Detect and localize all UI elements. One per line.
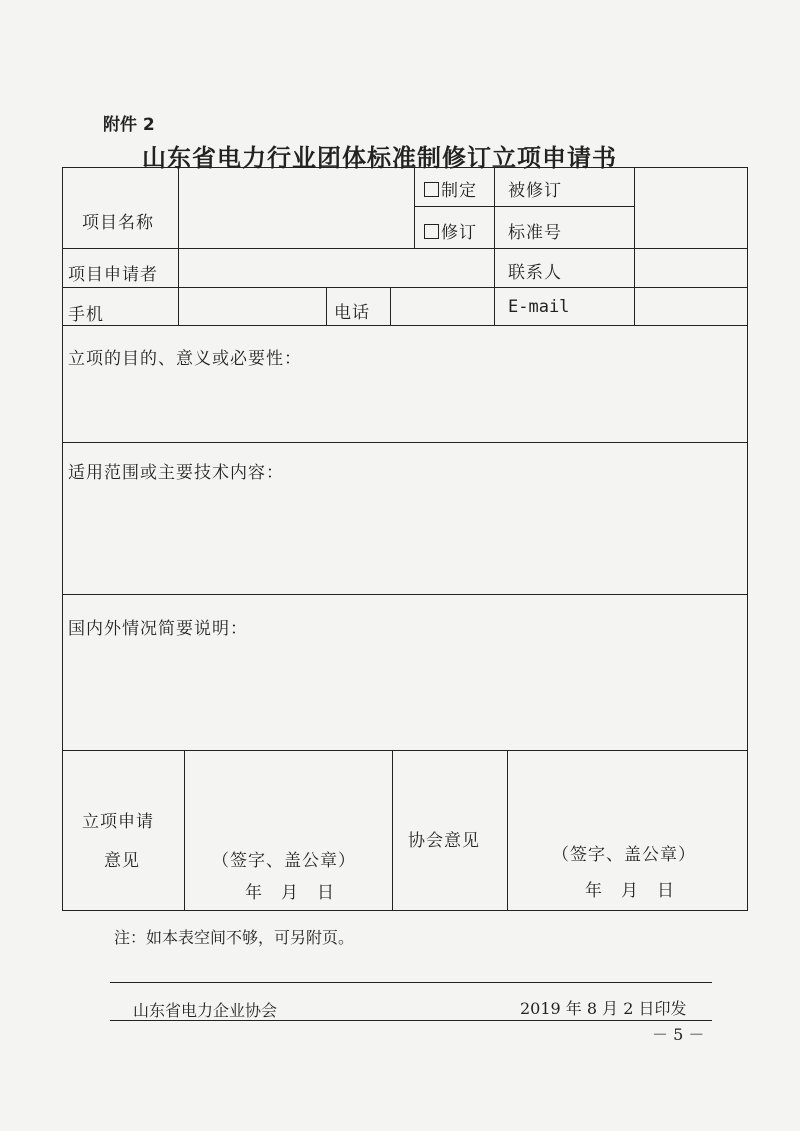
issue-date: 2019 年 8 月 2 日印发 [520,999,687,1018]
page-number: － 5 － [652,1025,705,1044]
form-line [634,167,635,325]
form-line [62,594,748,595]
association-opinion-label: 协会意见 [408,831,480,851]
domestic-foreign-status-label: 国内外情况简要说明： [68,619,248,639]
form-line [414,206,634,207]
form-line [62,750,748,751]
purpose-label: 立项的目的、意义或必要性： [68,349,302,369]
form-line [62,287,748,288]
issuing-organization: 山东省电力企业协会 [133,1001,278,1020]
date-hint: 年 月 日 [585,881,675,901]
establish-option[interactable] [424,176,477,201]
revise-option[interactable] [424,218,477,243]
form-line [62,325,748,326]
footnote: 注：如本表空间不够，可另附页。 [114,928,355,947]
form-border [62,167,748,911]
revise-checkbox[interactable] [424,224,439,239]
form-line [414,167,415,248]
contact-person-label: 联系人 [508,263,562,283]
mobile-label: 手机 [68,305,104,325]
footer-rule-top [110,982,712,983]
form-line [390,287,391,325]
application-opinion-label-line1: 立项申请 [82,812,154,832]
revised-label: 被修订 [508,181,562,201]
form-line [326,287,327,325]
applicant-label: 项目申请者 [68,265,158,285]
form-line [62,442,748,443]
signature-hint: （签字、盖公章） [552,845,696,865]
form-line [392,750,393,911]
scope-label: 适用范围或主要技术内容： [68,463,284,483]
attachment-label: 附件 2 [103,115,155,135]
revise-option-label: 修订 [441,223,477,243]
date-hint: 年 月 日 [245,883,335,903]
establish-checkbox[interactable] [424,182,439,197]
form-line [62,248,748,249]
project-name-label: 项目名称 [82,213,154,233]
signature-hint: （签字、盖公章） [212,851,356,871]
form-line [507,750,508,911]
email-label: E-mail [508,297,570,317]
document-title: 山东省电力行业团体标准制修订立项申请书 [142,143,617,172]
establish-option-label: 制定 [441,181,477,201]
footer-rule-bottom [110,1020,712,1021]
form-line [178,167,179,325]
standard-number-label: 标准号 [508,223,562,243]
application-opinion-label-line2: 意见 [104,851,140,871]
phone-label: 电话 [334,303,370,323]
form-line [494,167,495,325]
form-line [184,750,185,911]
